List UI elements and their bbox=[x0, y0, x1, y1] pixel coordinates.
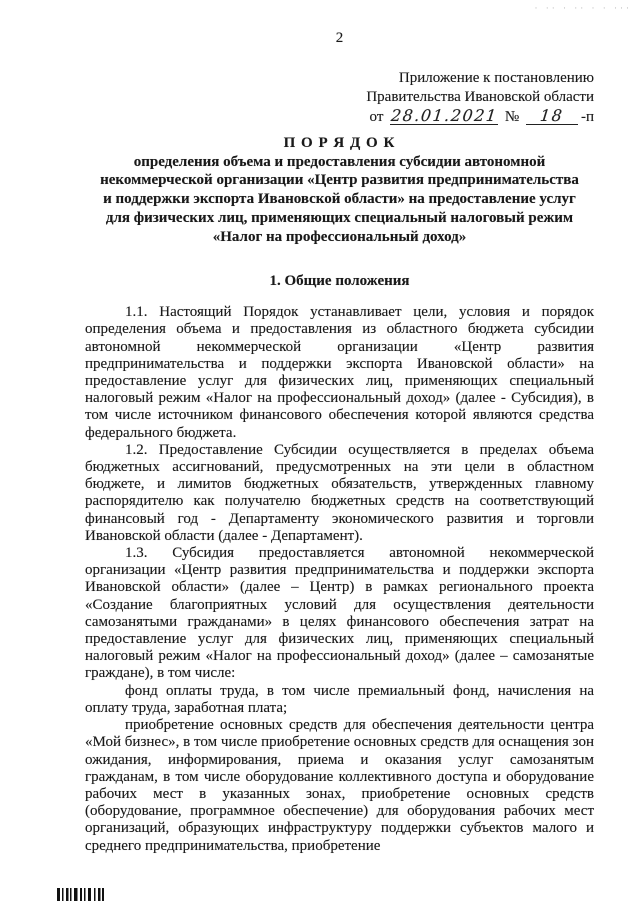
paragraph-1-3: 1.3. Субсидия предоставляется автономной некоммерческой организации «Центр развития предпринимательства и поддержки экспорта Ивановской области» (далее – Центр) в рамках регионального проекта «Создание благоприятных условий для осуществления деятельности самозанятыми гражданами» в целях финансового обеспечения затрат на предоставление услуг для физических лиц, применяющих специальный налоговый режим «Налог на профессиональный доход» (далее – самозанятые граждане), в том числе: bbox=[85, 545, 594, 682]
number-field bbox=[526, 106, 578, 125]
title-line: некоммерческой организации «Центр развития предпринимательства bbox=[100, 172, 579, 189]
annex-header bbox=[85, 69, 594, 127]
paragraph-list-item-assets: приобретение основных средств для обеспечения деятельности центра «Мой бизнес», в том числе приобретение основных средств для оснащения зон ожидания, информирования, приема и оказания услуг самозанятым гражданам, в том числе оборудование коллективного доступа и оборудование рабочих мест в указанных зонах, приобретение основных средств (оборудование, программное обеспечение) для оборудования рабочих мест организаций, образующих инфраструктуру поддержки субъектов малого и среднего предпринимательства, приобретение bbox=[85, 717, 594, 854]
title-line: для физических лиц, применяющих специальный налоговый режим bbox=[105, 209, 574, 226]
paragraph-1-1: 1.1. Настоящий Порядок устанавливает цели, условия и порядок определения объема и предоставления из областного бюджета субсидии автономной некоммерческой организации «Центр развития предпринимательства и поддержки экспорта Ивановской области» на предоставление услуг для физических лиц, применяющих специальный налоговый режим «Налог на профессиональный доход» (далее - Субсидия), в том числе источником финансового обеспечения которой являются средства федерального бюджета. bbox=[85, 304, 594, 441]
annex-header-date-line bbox=[85, 108, 594, 127]
paragraph-list-item-payroll: фонд оплаты труда, в том числе премиальный фонд, начисления на оплату труда, заработная плата; bbox=[85, 682, 594, 716]
title-line: определения объема и предоставления субсидии автономной bbox=[133, 153, 546, 170]
annex-header-line2: Правительства Ивановской области bbox=[366, 89, 594, 105]
title-line: П О Р Я Д О К bbox=[283, 135, 396, 151]
title-line: и поддержки экспорта Ивановской области» на предоставление услуг bbox=[103, 191, 576, 208]
handwritten-number: 18 bbox=[539, 106, 565, 125]
barcode-icon bbox=[57, 888, 104, 901]
page-number: 2 bbox=[335, 30, 344, 46]
handwritten-date: 28.01.2021 bbox=[389, 106, 499, 125]
date-from-label: от bbox=[369, 109, 384, 125]
title-line: «Налог на профессиональный доход» bbox=[212, 228, 467, 245]
number-suffix: -п bbox=[580, 109, 594, 125]
number-sign-label: № bbox=[504, 109, 520, 125]
paragraph-1-2: 1.2. Предоставление Субсидии осуществляется в пределах объема бюджетных ассигнований, предусмотренных на эти цели в областном бюджете, и лимитов бюджетных обязательств, утвержденных главному распорядителю как получателю бюджетных средств на соответствующий финансовый год - Департаменту экономического развития и торговли Ивановской области (далее - Департамент). bbox=[85, 441, 594, 544]
date-field bbox=[389, 106, 499, 125]
page-content bbox=[85, 0, 594, 855]
annex-header-line1: Приложение к постановлению bbox=[398, 70, 594, 86]
document-title bbox=[85, 134, 594, 246]
section-heading: 1. Общие положения bbox=[269, 273, 410, 290]
body-text bbox=[85, 304, 594, 855]
scan-noise-artifact: · ·· · ·· · · ··· bbox=[534, 3, 632, 13]
